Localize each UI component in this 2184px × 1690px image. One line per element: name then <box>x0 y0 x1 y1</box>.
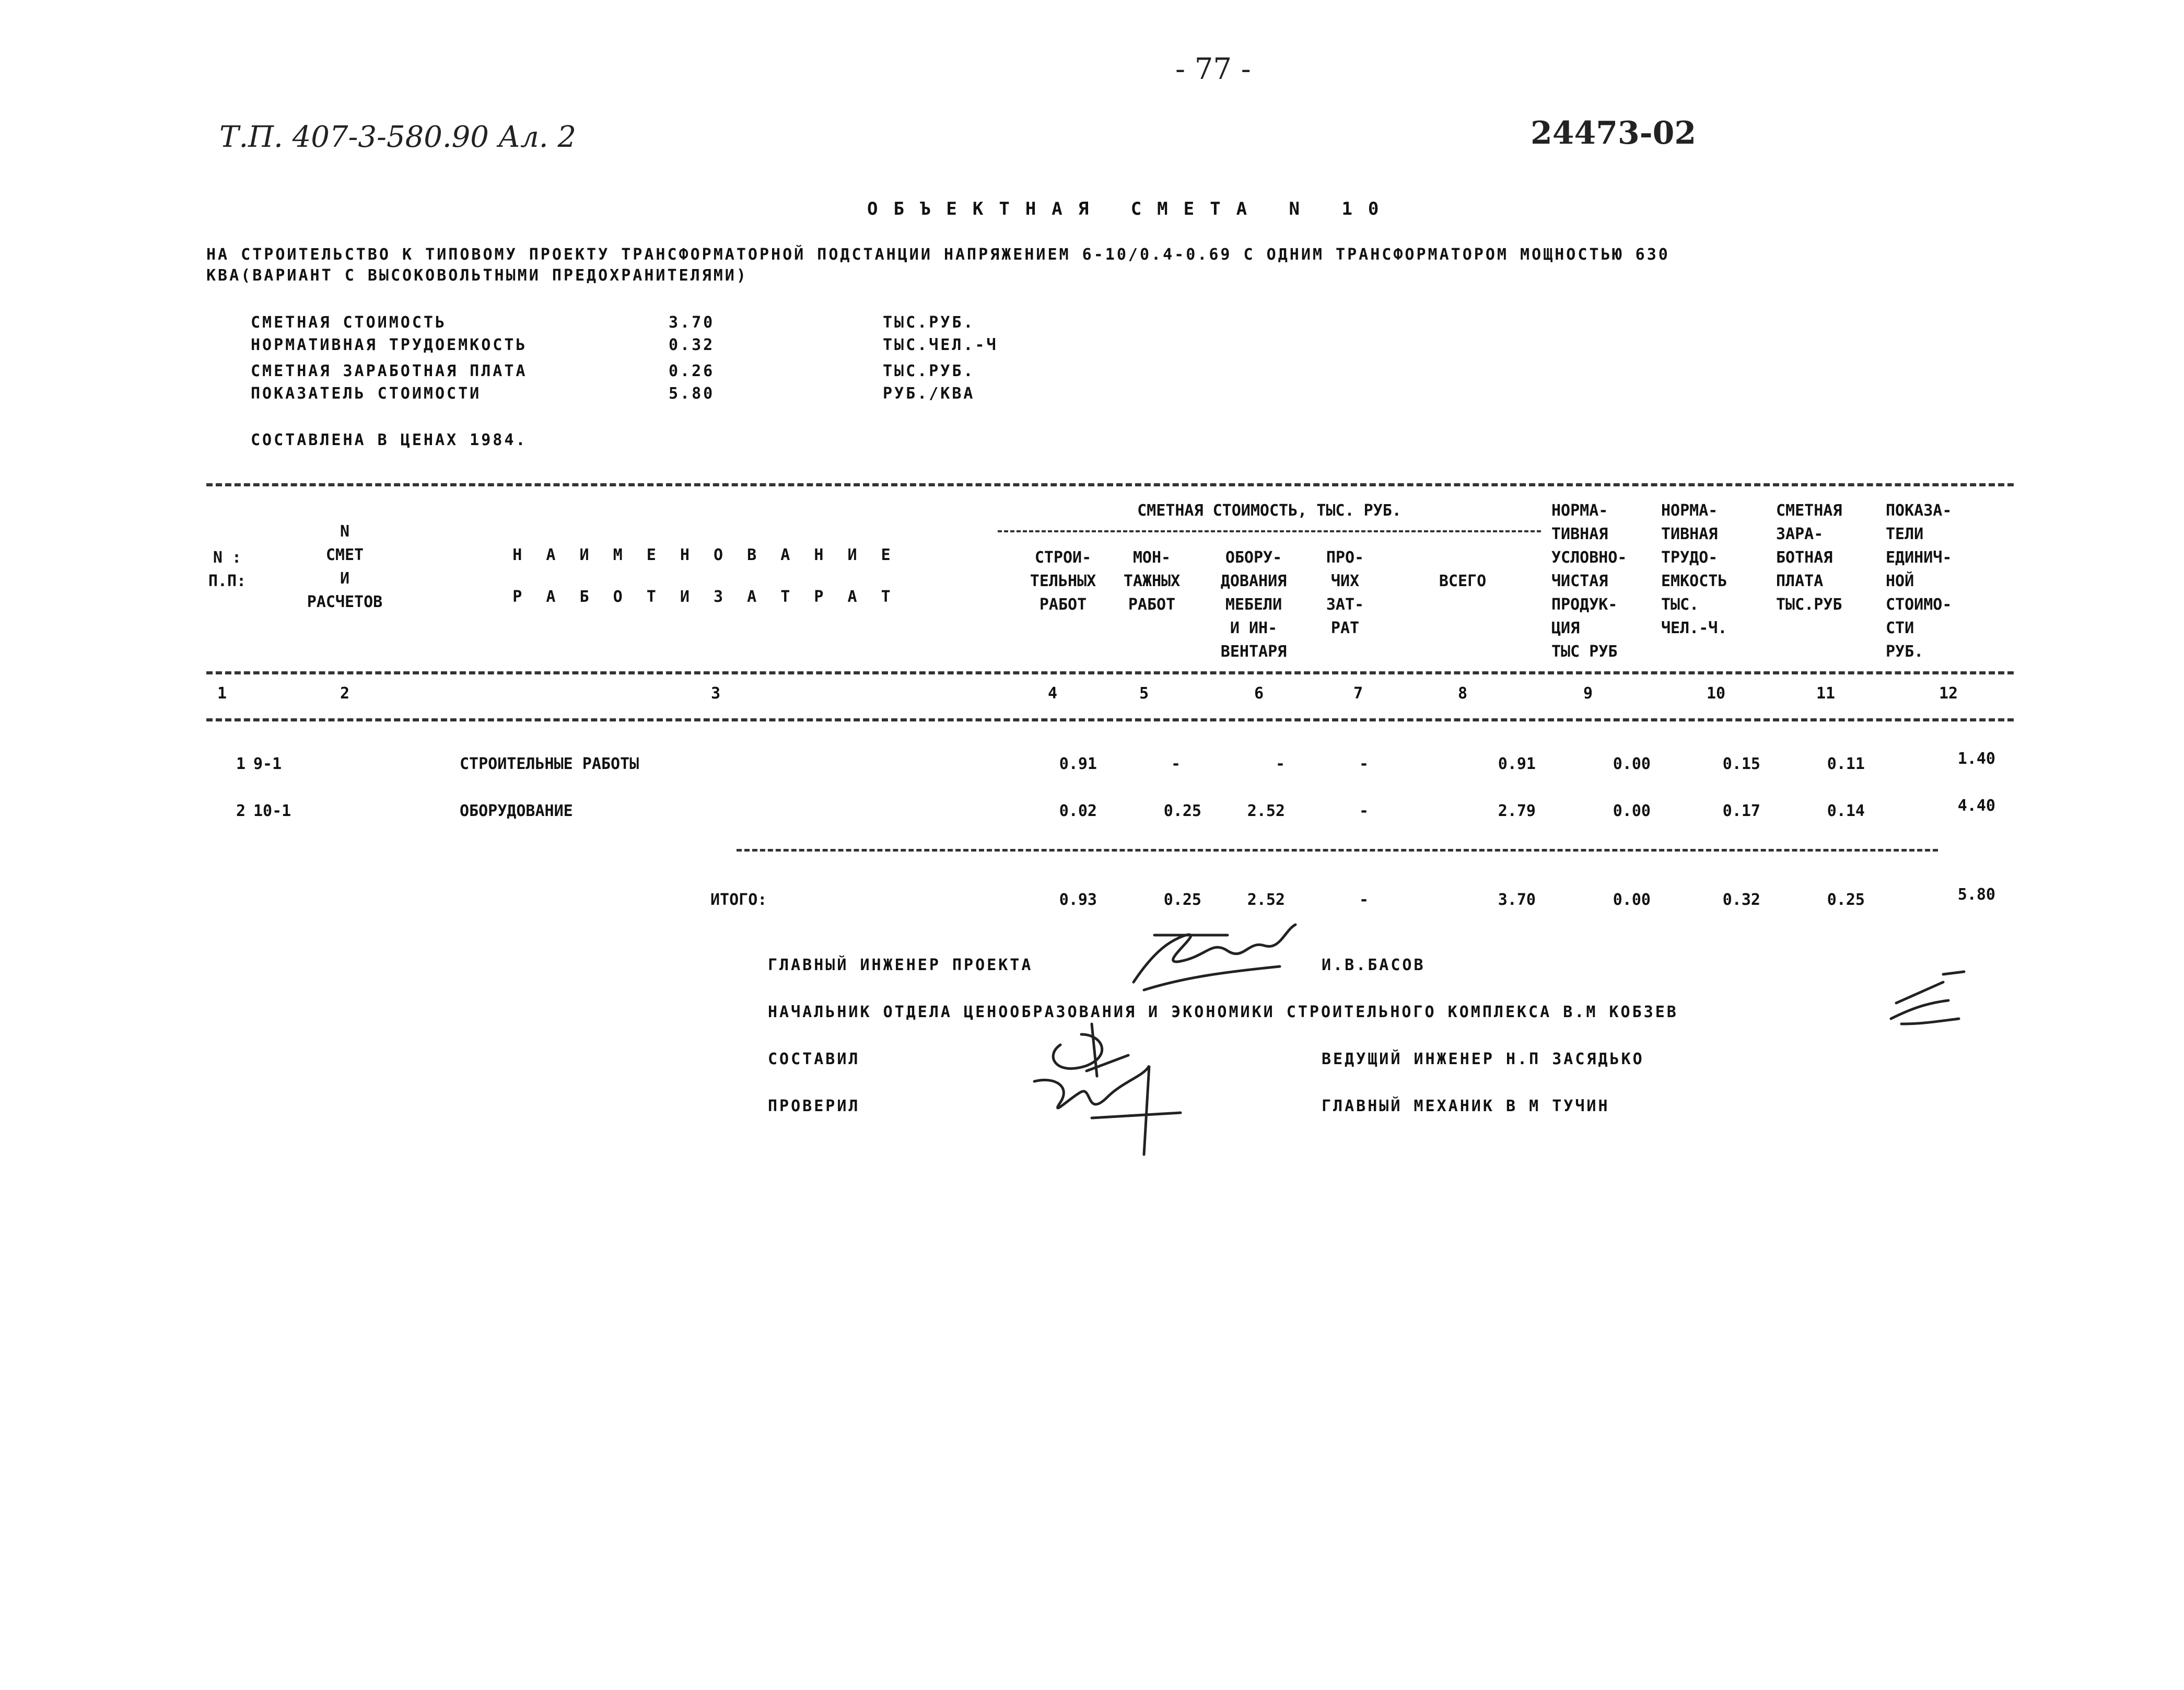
page-number: - 77 - <box>1175 52 1251 86</box>
summary-unit: ТЫС.РУБ. <box>883 362 975 380</box>
summary-value: 0.26 <box>669 362 715 380</box>
checked-label: ПРОВЕРИЛ <box>768 1097 860 1115</box>
signature-basov <box>1123 919 1322 998</box>
department-head: НАЧАЛЬНИК ОТДЕЛА ЦЕНООБРАЗОВАНИЯ И ЭКОНОМИКИ СТРОИТЕЛЬНОГО КОМПЛЕКСА В.М КОБЗЕВ <box>768 1003 1678 1021</box>
document-title: ОБЪЕКТНАЯ СМЕТА N 10 <box>867 199 1395 219</box>
header-col-2: N СМЕТ И РАСЧЕТОВ <box>307 522 383 611</box>
header-col-3: Н А И М Е Н О В А Н И Е Р А Б О Т И З А Т Р А Т <box>512 546 898 606</box>
table-top-rule <box>206 483 2014 486</box>
numbers-bottom-rule <box>206 718 2014 721</box>
summary-value: 0.32 <box>669 336 715 354</box>
header-cost-group: СМЕТНАЯ СТОИМОСТЬ, ТЫС. РУБ. <box>1137 502 1402 520</box>
header-col-7: ПРО- ЧИХ ЗАТ- РАТ <box>1326 549 1364 637</box>
chief-engineer-name: И.В.БАСОВ <box>1322 956 1426 974</box>
summary-unit: ТЫС.ЧЕЛ.-Ч <box>883 336 998 354</box>
summary-label: НОРМАТИВНАЯ ТРУДОЕМКОСТЬ <box>251 336 528 354</box>
header-col-9: НОРМА- ТИВНАЯ УСЛОВНО- ЧИСТАЯ ПРОДУК- ЦИЯ ТЫС РУБ <box>1551 502 1627 661</box>
summary-label: ПОКАЗАТЕЛЬ СТОИМОСТИ <box>251 384 482 403</box>
summary-value: 5.80 <box>669 384 715 403</box>
summary-value: 3.70 <box>669 313 715 332</box>
inventory-number: 24473-02 <box>1531 115 1697 151</box>
checked-name: ГЛАВНЫЙ МЕХАНИК В М ТУЧИН <box>1322 1097 1610 1115</box>
summary-unit: РУБ./КВА <box>883 384 975 403</box>
header-col-11: СМЕТНАЯ ЗАРА- БОТНАЯ ПЛАТА ТЫС.РУБ <box>1776 502 1842 614</box>
summary-label: СМЕТНАЯ ЗАРАБОТНАЯ ПЛАТА <box>251 362 528 380</box>
summary-label: СМЕТНАЯ СТОИМОСТЬ <box>251 313 447 332</box>
description-line2: КВА(ВАРИАНТ С ВЫСОКОВОЛЬТНЫМИ ПРЕДОХРАНИТЕЛЯМИ) <box>206 266 748 285</box>
header-bottom-rule <box>206 671 2014 674</box>
header-col-10: НОРМА- ТИВНАЯ ТРУДО- ЕМКОСТЬ ТЫС. ЧЕЛ.-Ч. <box>1661 502 1727 637</box>
header-col-4: СТРОИ- ТЕЛЬНЫХ РАБОТ <box>1030 549 1096 614</box>
signature-tuchin <box>1024 1066 1201 1160</box>
header-sub-rule <box>998 530 1541 532</box>
project-code: Т.П. 407-3-580.90 Ал. 2 <box>219 120 576 154</box>
total-rule <box>737 849 1938 852</box>
price-note: СОСТАВЛЕНА В ЦЕНАХ 1984. <box>251 431 528 449</box>
header-col-5: МОН- ТАЖНЫХ РАБОТ <box>1123 549 1181 614</box>
header-col-1: N : П.П: <box>208 549 247 590</box>
header-col-8: ВСЕГО <box>1439 572 1487 590</box>
header-col-12: ПОКАЗА- ТЕЛИ ЕДИНИЧ- НОЙ СТОИМО- СТИ РУБ. <box>1886 502 1952 661</box>
summary-unit: ТЫС.РУБ. <box>883 313 975 332</box>
compiled-label: СОСТАВИЛ <box>768 1050 860 1068</box>
compiled-name: ВЕДУЩИЙ ИНЖЕНЕР Н.П ЗАСЯДЬКО <box>1322 1050 1644 1068</box>
header-col-6: ОБОРУ- ДОВАНИЯ МЕБЕЛИ И ИН- ВЕНТАРЯ <box>1220 549 1287 661</box>
signature-kobzev <box>1881 972 1975 1034</box>
chief-engineer-label: ГЛАВНЫЙ ИНЖЕНЕР ПРОЕКТА <box>768 956 1033 974</box>
description: НА СТРОИТЕЛЬСТВО К ТИПОВОМУ ПРОЕКТУ ТРАНСФОРМАТОРНОЙ ПОДСТАНЦИИ НАПРЯЖЕНИЕМ 6-10/0.4-0.69 С ОДНИМ ТРАНСФОРМАТОРОМ МОЩНОСТЬЮ 630 <box>206 246 1670 264</box>
